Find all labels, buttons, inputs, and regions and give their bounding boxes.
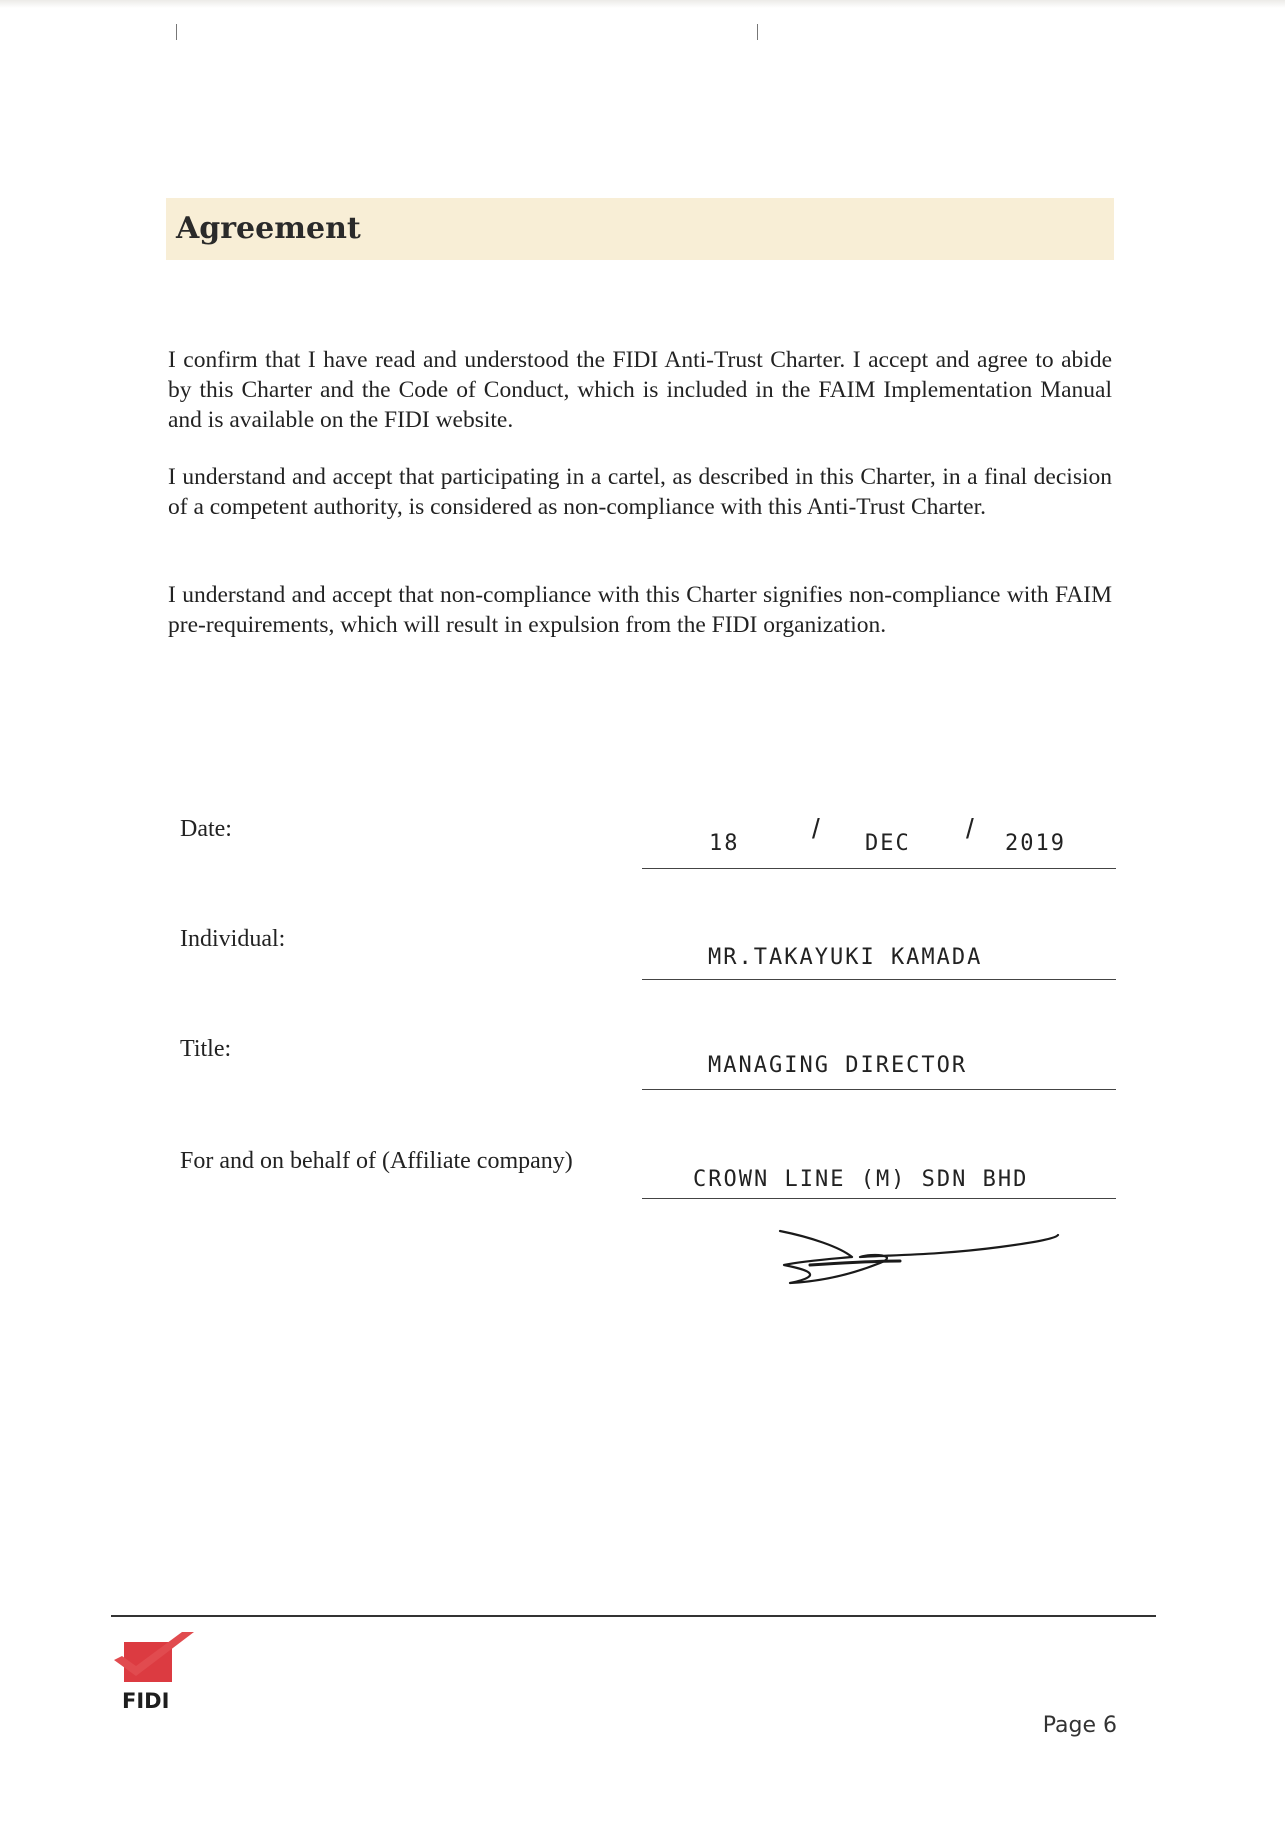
title-label: Title:: [180, 1036, 232, 1062]
fidi-logo-text: FIDI: [122, 1689, 170, 1712]
company-field-line: [642, 1198, 1116, 1199]
page-title: Agreement: [176, 211, 361, 246]
individual-field-line: [642, 979, 1116, 980]
date-separator: /: [812, 813, 820, 844]
paragraph-confirmation: I confirm that I have read and understood the FIDI Anti-Trust Charter. I accept and agree to abide by this Charter and the Code of Conduct, which is included in the FAIM Implementation Manual and is available on the FIDI website.: [168, 347, 1112, 433]
scan-mark: [757, 24, 758, 40]
company-label: For and on behalf of (Affiliate company): [180, 1148, 573, 1174]
signature: [770, 1225, 1070, 1295]
date-year: 2019: [1005, 831, 1066, 856]
paragraph-non-compliance: I understand and accept that non-compliance with this Charter signifies non-compliance with FAIM pre-requirements, which will result in expulsion from the FIDI organization.: [168, 582, 1112, 638]
date-separator: /: [966, 813, 974, 844]
footer-rule: [111, 1615, 1156, 1617]
individual-value: MR.TAKAYUKI KAMADA: [708, 945, 983, 970]
fidi-logo: [112, 1632, 202, 1712]
title-value: MANAGING DIRECTOR: [708, 1053, 968, 1078]
scan-mark: [176, 24, 177, 40]
date-month: DEC: [865, 831, 911, 856]
heading-band: [166, 198, 1114, 260]
company-value: CROWN LINE (M) SDN BHD: [693, 1167, 1029, 1192]
paragraph-cartel: I understand and accept that participating in a cartel, as described in this Charter, in a final decision of a competent authority, is considered as non-compliance with this Anti-Trust Charter.: [168, 464, 1112, 520]
individual-label: Individual:: [180, 926, 286, 952]
date-day: 18: [709, 831, 740, 856]
date-label: Date:: [180, 816, 232, 842]
scan-edge: [0, 0, 1285, 8]
title-field-line: [642, 1089, 1116, 1090]
date-field-line: [642, 868, 1116, 869]
page-number: Page 6: [1042, 1713, 1117, 1738]
